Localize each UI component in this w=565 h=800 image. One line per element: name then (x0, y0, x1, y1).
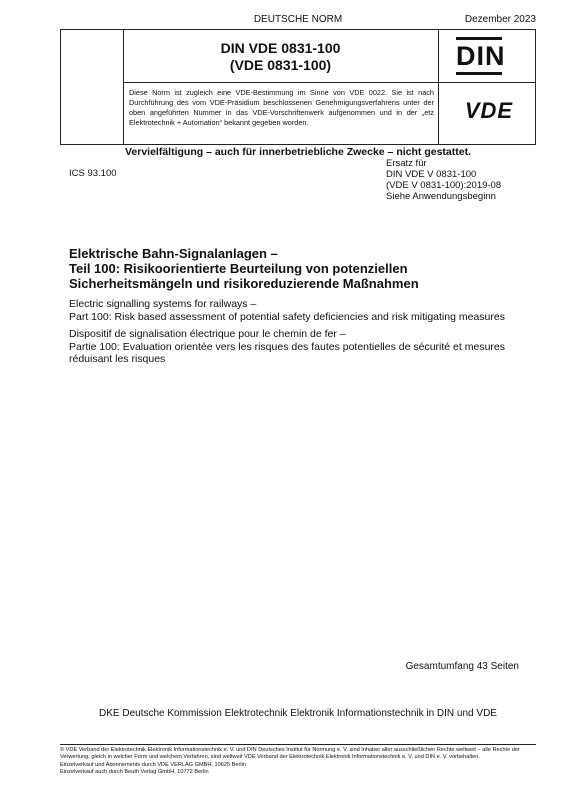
logo-bar (456, 37, 502, 40)
publication-date: Dezember 2023 (464, 14, 536, 25)
replaces-block (386, 158, 501, 202)
title-german (69, 246, 539, 291)
footer-sales: Einzelverkauf auch durch Beuth Verlag GmbH, 10772 Berlin (60, 768, 209, 775)
title-block (60, 29, 536, 145)
title-german-line: Sicherheitsmängeln und risikoreduzierende Maßnahmen (69, 276, 419, 291)
standard-number-vde: (VDE 0831-100) (229, 57, 332, 73)
footer-divider (60, 744, 536, 745)
divider (123, 82, 535, 83)
replaces-edition: (VDE V 0831-100):2019-08 (386, 180, 502, 191)
din-logo-text: DIN (456, 41, 506, 71)
document-type-label: DEUTSCHE NORM (253, 14, 343, 25)
footer-sales: Einzelverkauf und Abonnements durch VDE VERLAG GMBH, 10625 Berlin (60, 761, 246, 768)
title-french-line: Dispositif de signalisation électrique pour le chemin de fer – (69, 328, 346, 340)
footer (60, 747, 536, 776)
din-logo (456, 37, 506, 75)
divider (438, 30, 439, 144)
footer-copyright: © VDE Verband der Elektrotechnik Elektronik Informationstechnik e. V. und DIN Deutsches Institut für Normung e. V. sind Inhaber aller ausschließlichen Rechte weltweit – alle Rechte der Verwertung, gleich in welcher Form und welchem Verfahren, sind weltweit VDE Verband der Elektrotechnik Elektronik Informationstechnik e. V. und DIN e. V. vorbehalten. (60, 747, 520, 761)
total-pages: Gesamtumfang 43 Seiten (405, 661, 519, 672)
title-german-line: Elektrische Bahn-Signalanlagen – (69, 246, 278, 261)
title-german-line: Teil 100: Risikoorientierte Beurteilung von potenziellen (69, 261, 408, 276)
logo-bar (456, 72, 502, 75)
replaces-label: Ersatz für (386, 158, 427, 169)
title-english-line: Electric signalling systems for railways – (69, 298, 257, 310)
title-english-line: Part 100: Risk based assessment of potential safety deficiencies and risk mitigating measures (69, 310, 505, 323)
legal-notice: Diese Norm ist zugleich eine VDE-Bestimmung im Sinne von VDE 0022. Sie ist nach Durchführung des vom VDE-Präsidium beschlossenen Genehmigungsverfahrens unter der oben angeführten Nummer in das VDE-Vorschriftenwerk aufgenommen und in der „etz Elektrotechnik + Automation“ bekannt gegeben worden. (129, 88, 434, 127)
vde-logo: VDE (464, 98, 514, 123)
title-french-line: Partie 100: Evaluation orientée vers les risques des fautes potentielles de sécurité et mesures réduisant les risques (69, 340, 505, 365)
ics-code: ICS 93.100 (69, 168, 117, 179)
document-header (60, 14, 536, 28)
replaces-note: Siehe Anwendungsbeginn (386, 191, 496, 202)
standard-number-din: DIN VDE 0831-100 (220, 40, 341, 56)
title-english (69, 298, 539, 323)
copy-notice: Vervielfältigung – auch für innerbetriebliche Zwecke – nicht gestattet. (124, 146, 471, 158)
title-french (69, 328, 539, 366)
replaces-standard: DIN VDE V 0831-100 (386, 169, 477, 180)
dke-line: DKE Deutsche Kommission Elektrotechnik Elektronik Informationstechnik in DIN und VDE (99, 708, 497, 719)
standard-number (123, 40, 438, 74)
